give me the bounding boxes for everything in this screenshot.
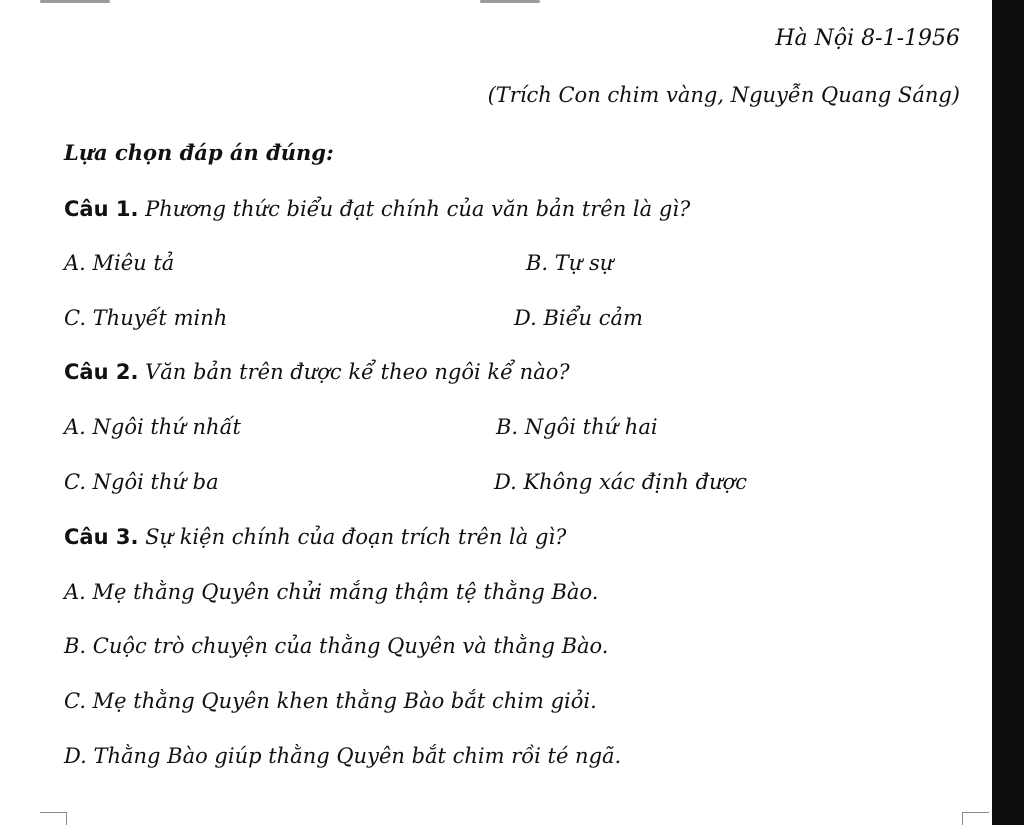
question-3-option-d: D. Thằng Bào giúp thằng Quyên bắt chim rồi té ngã. xyxy=(64,744,622,768)
top-edge-marks xyxy=(0,0,990,6)
page-corner-mark-right xyxy=(962,812,989,825)
instruction-heading: Lựa chọn đáp án đúng: xyxy=(64,140,334,165)
question-1-option-a: A. Miêu tả xyxy=(64,251,175,275)
question-3 xyxy=(64,524,566,550)
page-corner-mark-left xyxy=(40,812,67,825)
question-2-number: Câu 2. xyxy=(64,360,139,384)
question-3-text: Sự kiện chính của đoạn trích trên là gì? xyxy=(145,525,567,549)
right-edge-bar xyxy=(992,0,1024,825)
question-2 xyxy=(64,359,570,385)
question-2-option-c: C. Ngôi thứ ba xyxy=(64,470,219,494)
date-line: Hà Nội 8-1-1956 xyxy=(775,26,960,51)
question-3-option-c: C. Mẹ thằng Quyên khen thằng Bào bắt chim giỏi. xyxy=(64,689,597,713)
question-3-option-b: B. Cuộc trò chuyện của thằng Quyên và thằng Bào. xyxy=(64,634,609,658)
question-1-option-d: D. Biểu cảm xyxy=(514,306,643,330)
question-2-option-a: A. Ngôi thứ nhất xyxy=(64,415,241,439)
question-1 xyxy=(64,196,690,222)
source-citation: (Trích Con chim vàng, Nguyễn Quang Sáng) xyxy=(487,83,960,107)
question-2-option-b: B. Ngôi thứ hai xyxy=(496,415,658,439)
question-1-option-b: B. Tự sự xyxy=(526,251,614,275)
question-3-number: Câu 3. xyxy=(64,525,139,549)
question-3-option-a: A. Mẹ thằng Quyên chửi mắng thậm tệ thằng Bào. xyxy=(64,580,599,604)
question-1-number: Câu 1. xyxy=(64,197,139,221)
question-2-option-d: D. Không xác định được xyxy=(494,470,747,494)
question-1-text: Phương thức biểu đạt chính của văn bản trên là gì? xyxy=(145,197,691,221)
question-2-text: Văn bản trên được kể theo ngôi kể nào? xyxy=(145,360,570,384)
question-1-option-c: C. Thuyết minh xyxy=(64,306,228,330)
